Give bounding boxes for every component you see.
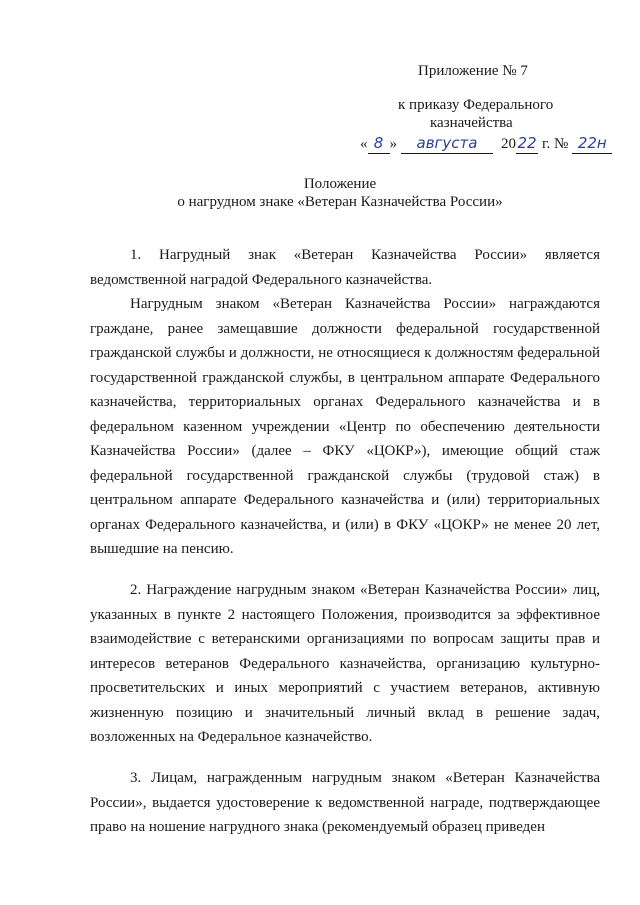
paragraph-3: 2. Награждение нагрудным знаком «Ветеран Казначейства России» лиц, указанных в пункте 2 настоящего Положения, производится за эффективное взаимодействие с ветеранскими организациями по вопросам защиты прав и интересов ветеранов Федерального казначейства, организацию культурно-просветительских и иных мероприятий с участием ветеранов, активную жизненную позицию и значительный личный вклад в решение задач, возложенных на Федеральное казначейство. xyxy=(90,582,600,745)
date-year-field xyxy=(516,134,538,154)
order-number-label: г. № xyxy=(542,136,569,152)
order-number-handwritten: 22н xyxy=(577,134,607,152)
date-day-handwritten: 8 xyxy=(373,134,384,152)
date-month-field xyxy=(401,134,493,154)
paragraph-4: 3. Лицам, награжденным нагрудным знаком «Ветеран Казначейства России», выдается удостоверение к ведомственной награде, подтверждающее право на ношение нагрудного знака (рекомендуемый образец приведен xyxy=(90,770,600,835)
date-year-handwritten: 22 xyxy=(517,134,537,152)
date-year-prefix: 20 xyxy=(501,136,516,152)
date-close-quote: » xyxy=(389,136,397,152)
date-open-quote: « xyxy=(360,136,368,152)
date-day-field xyxy=(368,134,390,154)
paragraph-1: 1. Нагрудный знак «Ветеран Казначейства России» является ведомственной наградой Федерального казначейства. xyxy=(90,247,600,288)
date-month-handwritten: августа xyxy=(416,134,478,152)
paragraph-2: Нагрудным знаком «Ветеран Казначейства России» награждаются граждане, ранее замещавшие должности федеральной государственной гражданской службы и должности, не относящиеся к должностям федеральной государственной гражданской службы, в центральном аппарате Федерального казначейства, территориальных органах Федерального казначейства и в федеральном казенном учреждении «Центр по обеспечению деятельности Казначейства России» (далее – ФКУ «ЦОКР»), имеющие общий стаж федеральной государственной гражданской службы (трудовой стаж) в центральном аппарате Федерального казначейства и (или) территориальных органах Федерального казначейства, и (или) в ФКУ «ЦОКР» не менее 20 лет, вышедшие на пенсию. xyxy=(90,296,600,557)
order-reference-line1: к приказу Федерального xyxy=(398,97,554,113)
order-date-line xyxy=(360,134,612,154)
appendix-number: Приложение № 7 xyxy=(418,63,528,79)
document-title: Положение xyxy=(303,176,377,192)
order-reference-line2: казначейства xyxy=(430,115,513,131)
order-number-field xyxy=(572,134,612,154)
document-subtitle: о нагрудном знаке «Ветеран Казначейства России» xyxy=(177,194,503,210)
